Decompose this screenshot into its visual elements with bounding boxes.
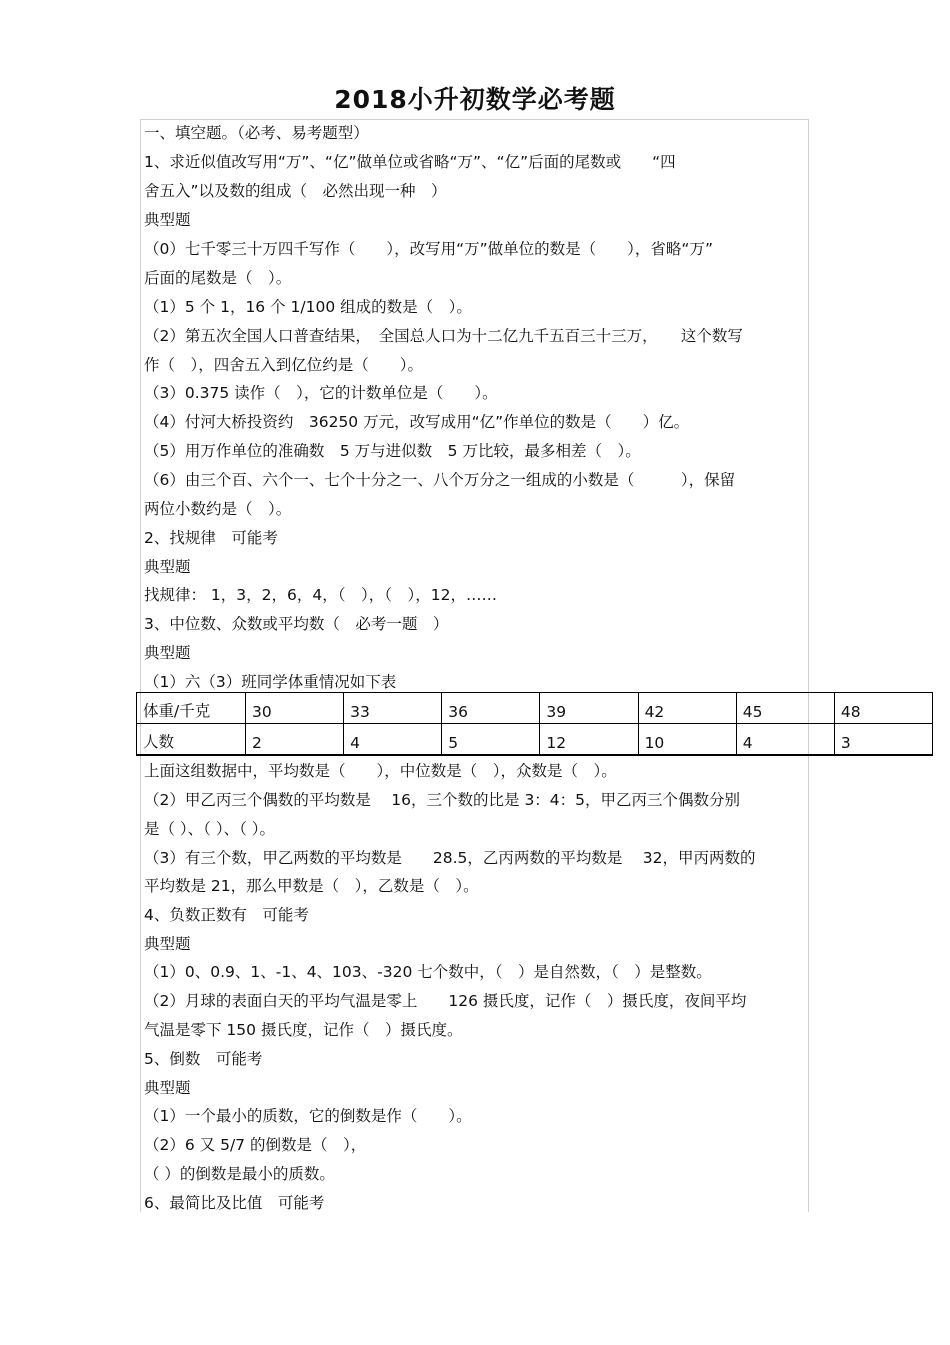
text-line: 两位小数约是（ ）。 [144,500,292,518]
text-line: （3）有三个数，甲乙两数的平均数是 28.5，乙丙两数的平均数是 32，甲丙两数的 [144,849,756,867]
text-line: （5）用万作单位的准确数 5 万与进似数 5 万比较，最多相差（ ）。 [144,442,641,460]
table-cell: 36 [442,693,540,724]
table-row [137,724,933,756]
text-line: （1）5 个 1，16 个 1/100 组成的数是（ ）。 [144,298,472,316]
table-cell: 3 [834,724,932,756]
table-cell: 33 [344,693,442,724]
text-line: （ ）的倒数是最小的质数。 [144,1165,335,1183]
table-cell: 39 [540,693,638,724]
table-cell: 45 [736,693,834,724]
text-line: （2）6 又 5/7 的倒数是（ ）， [144,1136,367,1154]
text-line: （1）六（3）班同学体重情况如下表 [144,673,397,691]
table-cell: 10 [638,724,736,756]
text-line: （2）甲乙丙三个偶数的平均数是 16，三个数的比是 3：4：5，甲乙丙三个偶数分别 [144,791,741,809]
text-line: （0）七千零三十万四千写作（ ），改写用“万”做单位的数是（ ），省略“万” [144,240,713,258]
text-line: （2）月球的表面白天的平均气温是零上 126 摄氏度，记作（ ）摄氏度，夜间平均 [144,992,747,1010]
text-line: （6）由三个百、六个一、七个十分之一、八个万分之一组成的小数是（ ），保留 [144,471,736,489]
text-line: 后面的尾数是（ ）。 [144,269,292,287]
text-line: 上面这组数据中，平均数是（ ），中位数是（ ），众数是（ ）。 [144,762,617,780]
table-cell: 体重/千克 [137,693,246,724]
text-line: 典型题 [144,211,191,229]
text-line: 是（ ）、（ ）、（ ）。 [144,820,276,838]
table-cell: 人数 [137,724,246,756]
text-line: 1、求近似值改写用“万”、“亿”做单位或省略“万”、“亿”后面的尾数或 “四 [144,153,676,171]
text-line: （1）0、0.9、1、-1、4、103、-320 七个数中，（ ）是自然数，（ ）是整数。 [144,963,712,981]
table-cell: 5 [442,724,540,756]
text-line: 典型题 [144,558,191,576]
text-line: 一、填空题。（必考、易考题型） [144,124,369,142]
text-line: 作（ ），四舍五入到亿位约是（ ）。 [144,356,424,374]
text-line: 5、倒数 可能考 [144,1050,263,1068]
weight-table [136,692,933,756]
table-cell: 42 [638,693,736,724]
table-cell: 4 [344,724,442,756]
table-cell: 30 [246,693,344,724]
table-cell: 48 [834,693,932,724]
text-line: （1）一个最小的质数，它的倒数是作（ ）。 [144,1107,472,1125]
page-title: 2018小升初数学必考题 [334,85,616,114]
table-cell: 2 [246,724,344,756]
text-line: 6、最简比及比值 可能考 [144,1194,325,1212]
text-line: 4、负数正数有 可能考 [144,906,309,924]
text-line: （2）第五次全国人口普查结果， 全国总人口为十二亿九千五百三十三万， 这个数写 [144,327,743,345]
text-line: 3、中位数、众数或平均数（ 必考一题 ） [144,615,449,633]
text-line: 典型题 [144,644,191,662]
text-line: 2、找规律 可能考 [144,529,278,547]
text-line: 典型题 [144,1079,191,1097]
text-line: 气温是零下 150 摄氏度，记作（ ）摄氏度。 [144,1021,463,1039]
table-cell: 4 [736,724,834,756]
table-cell: 12 [540,724,638,756]
text-line: 舍五入”以及数的组成（ 必然出现一种 ） [144,182,447,200]
table-row [137,693,933,724]
text-line: 典型题 [144,935,191,953]
text-line: （3）0.375 读作（ ），它的计数单位是（ ）。 [144,384,498,402]
text-line: 平均数是 21，那么甲数是（ ），乙数是（ ）。 [144,877,479,895]
text-line: （4）付河大桥投资约 36250 万元，改写成用“亿”作单位的数是（ ）亿。 [144,413,690,431]
text-line: 找规律： 1，3，2，6，4，（ ），（ ），12，…… [144,586,497,604]
